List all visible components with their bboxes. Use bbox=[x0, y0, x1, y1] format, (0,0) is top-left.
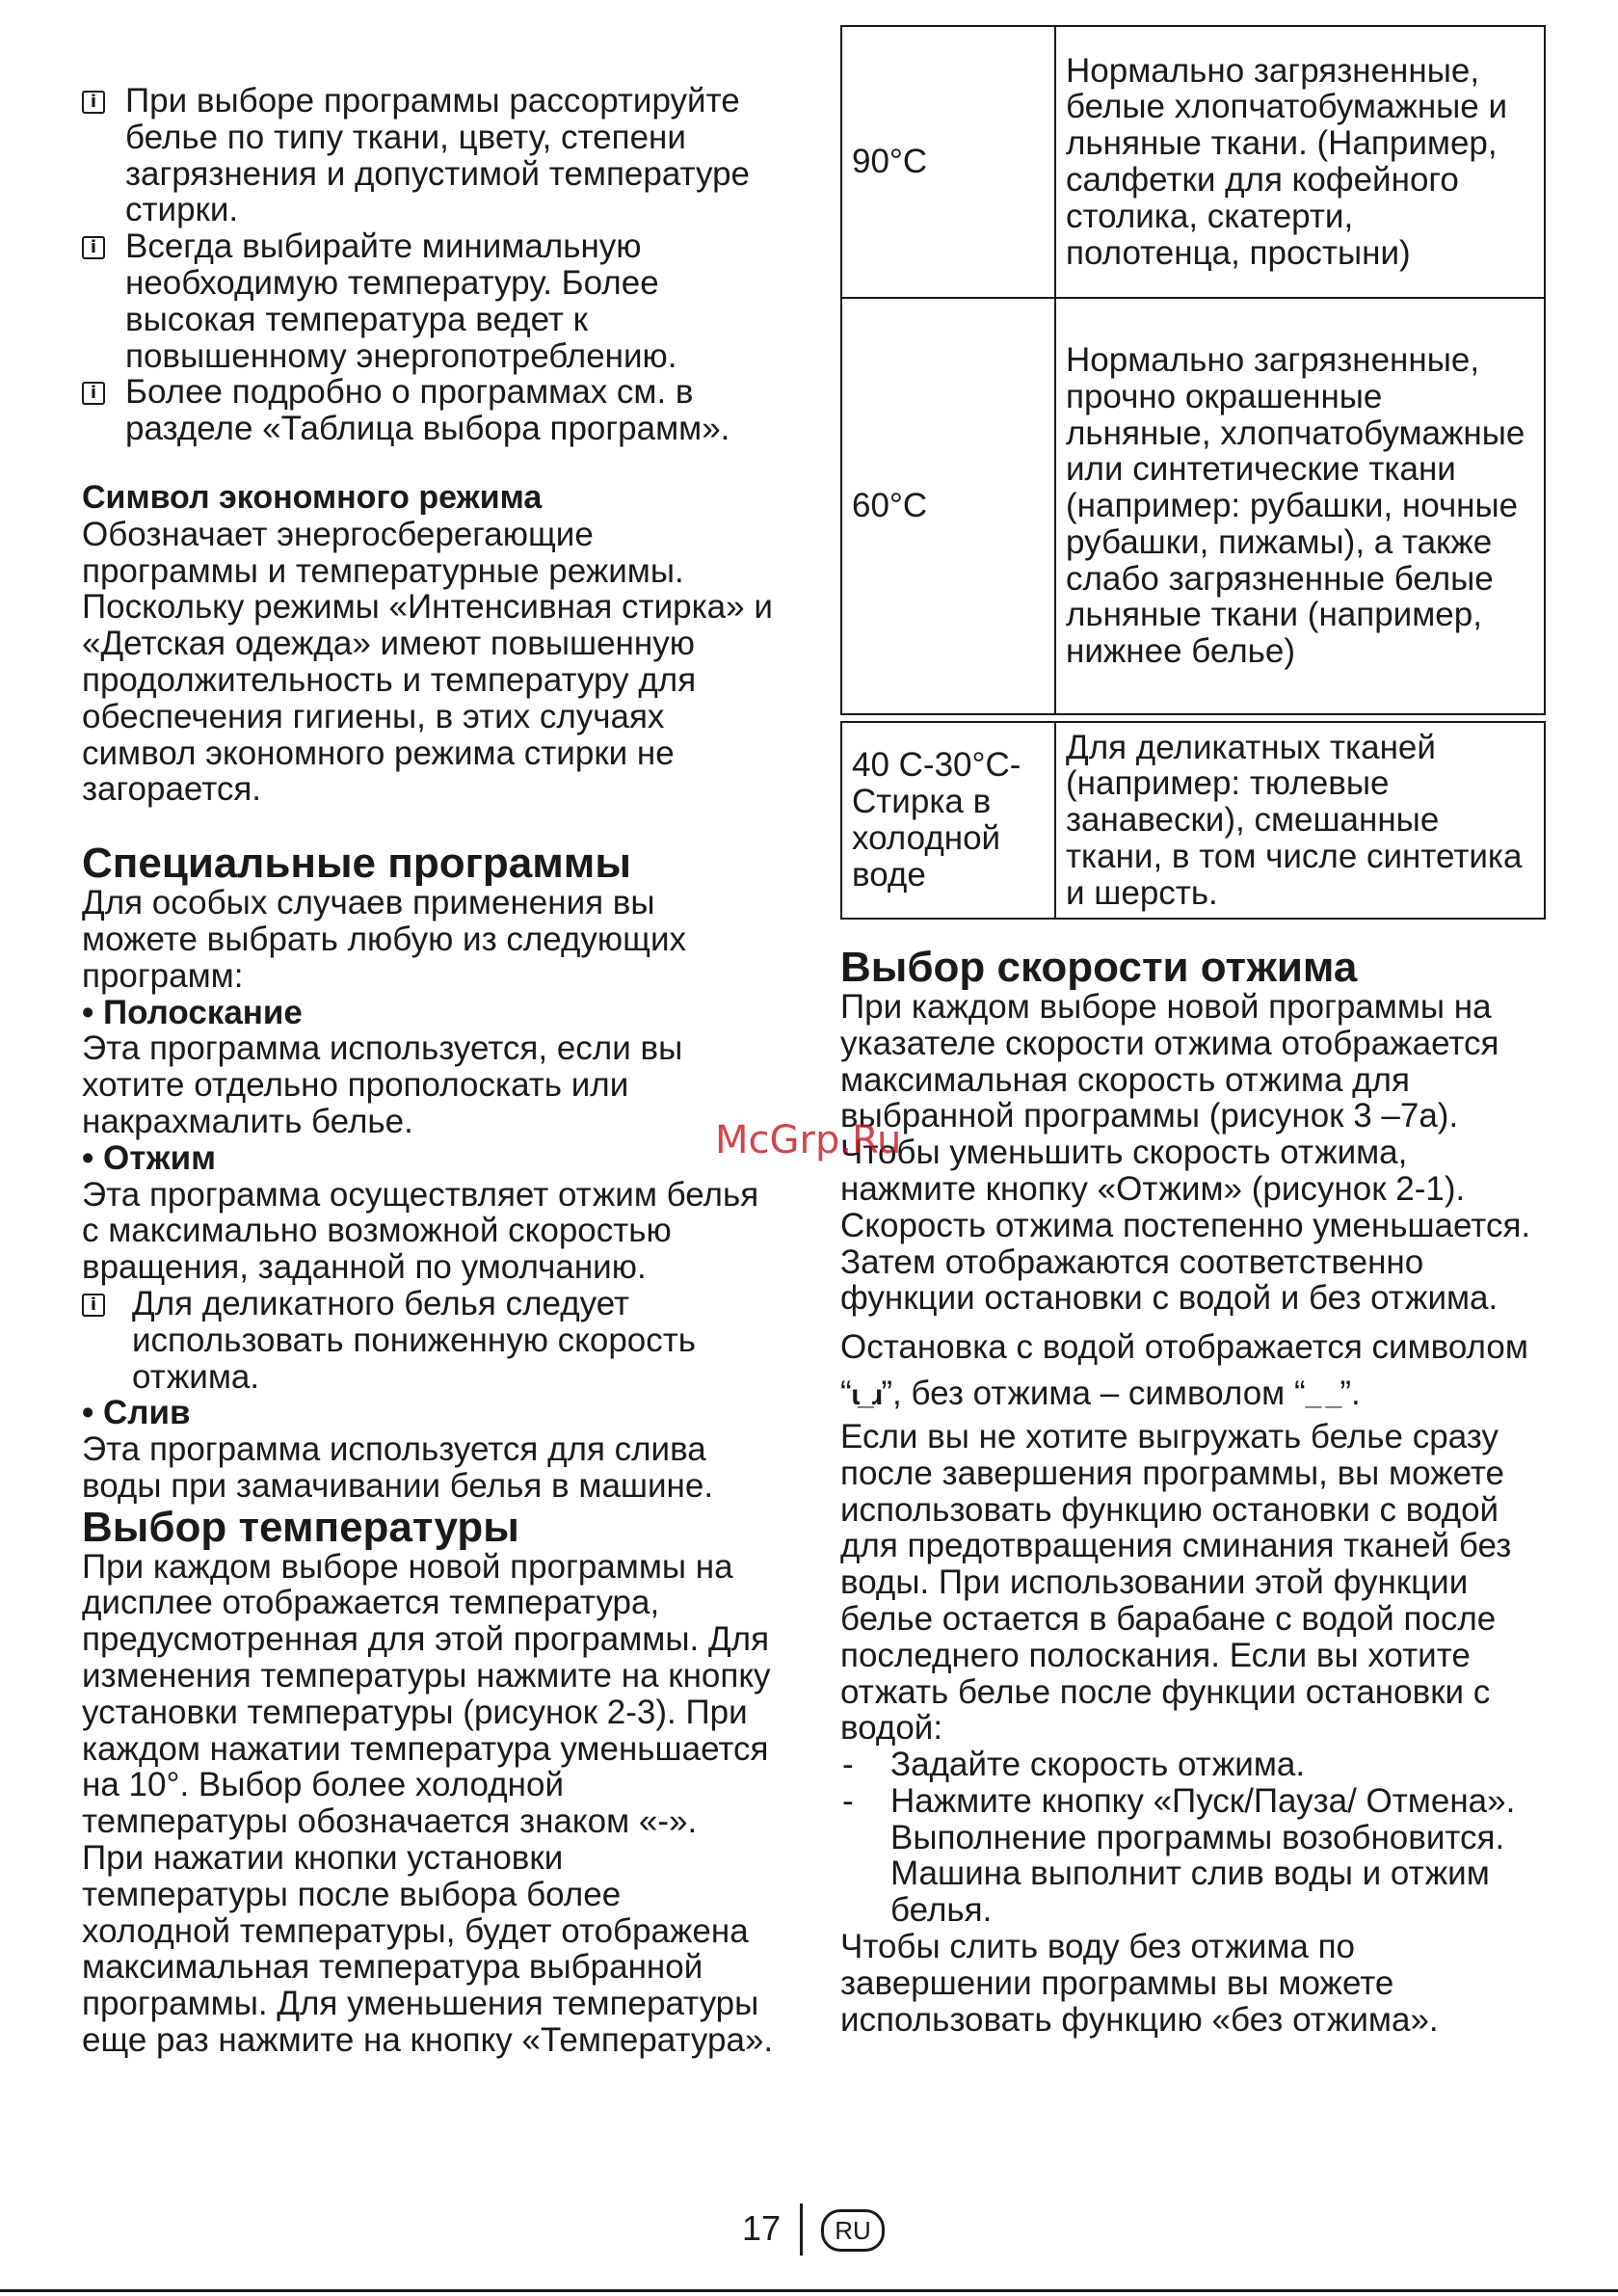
left-column bbox=[82, 83, 776, 2059]
spin-title: • Отжим bbox=[82, 1138, 216, 1177]
info-icon: i bbox=[82, 91, 105, 114]
no-spin-symbol: _ _ bbox=[1305, 1378, 1340, 1411]
footer-divider bbox=[800, 2203, 803, 2256]
table-cell-desc: Нормально загрязненные, прочно окрашенные льняные, хлопчатобумажные или синтетические ткани (например: рубашки, ночные рубашки, пижамы), а также слабо загрязненные белые льняные ткани (например, нижнее белье) bbox=[1055, 298, 1545, 714]
table-row bbox=[841, 26, 1545, 298]
rinse-title: • Полоскание bbox=[82, 993, 303, 1031]
drain-title: • Слив bbox=[82, 1394, 191, 1432]
info-note-2: i Всегда выбирайте минимальную необходимую температуру. Более высокая температура ведет к повышенному энергопотреблению. bbox=[82, 228, 776, 374]
info-icon: i bbox=[82, 236, 105, 259]
table-cell-desc: Для деликатных тканей (например: тюлевые занавески), смешанные ткани, в том числе синтетика и шерсть. bbox=[1055, 722, 1545, 919]
special-programs-heading: Специальные программы bbox=[82, 840, 631, 888]
drain-text: Эта программа используется для слива воды при замачивании белья в машине. bbox=[82, 1430, 714, 1505]
eco-text: Обозначает энергосберегающие программы и температурные режимы. Поскольку режимы «Интенсивная стирка» и «Детская одежда» имеют повышенную продолжительность и температуру для обеспечения гигиены, в этих случаях символ экономного режима стирки не загорается. bbox=[82, 515, 773, 809]
right-column bbox=[840, 944, 1546, 2039]
special-intro: Для особых случаев применения вы можете выбрать любую из следующих программ: bbox=[82, 884, 687, 995]
watermark: McGrp.Ru bbox=[715, 1118, 902, 1162]
language-badge: RU bbox=[821, 2209, 885, 2252]
spin-paragraph-3: Остановка с водой отображается символом “ɩ_ɹ”, без отжима – символом “_ _”. bbox=[840, 1324, 1546, 1419]
table-cell-temp: 40 C-30°C-Стирка в холодной воде bbox=[841, 722, 1055, 919]
spin-speed-heading: Выбор скорости отжима bbox=[840, 944, 1358, 991]
spin-paragraph-1: При каждом выборе новой программы на указателе скорости отжима отображается максимальная скорость отжима для выбранной программы (рисунок 3 –7а). bbox=[840, 988, 1499, 1135]
stop-with-water-symbol: ɩ_ɹ bbox=[851, 1378, 882, 1411]
temperature-heading: Выбор температуры bbox=[82, 1503, 519, 1551]
list-item: - Задайте скорость отжима. bbox=[842, 1746, 1306, 1784]
temperature-table-1 bbox=[840, 25, 1546, 715]
info-note-spin: i Для деликатного белья следует использовать пониженную скорость отжима. bbox=[82, 1286, 776, 1395]
table-cell-desc: Нормально загрязненные, белые хлопчатобумажные и льняные ткани. (Например, салфетки для кофейного столика, скатерти, полотенца, простыни) bbox=[1055, 26, 1545, 298]
table-row bbox=[841, 298, 1545, 714]
spin-paragraph-2: Чтобы уменьшить скорость отжима, нажмите кнопку «Отжим» (рисунок 2-1). Скорость отжима постепенно уменьшается. Затем отображаются соответственно функции остановки с водой и без отжима. bbox=[840, 1134, 1531, 1318]
eco-heading: Символ экономного режима bbox=[82, 478, 543, 516]
rinse-text: Эта программа используется, если вы хотите отдельно прополоскать или накрахмалить белье. bbox=[82, 1029, 683, 1140]
spin-paragraph-4: Если вы не хотите выгружать белье сразу после завершения программы, вы можете использовать функцию остановки с водой для предотвращения сминания тканей без воды. При использовании этой функции белье остается в барабане с водой после последнего полоскания. Если вы хотите отжать белье после функции остановки с водой: bbox=[840, 1417, 1512, 1748]
info-note-1: i При выборе программы рассортируйте белье по типу ткани, цвету, степени загрязнения и допустимой температуре стирки. bbox=[82, 83, 776, 228]
spin-text: Эта программа осуществляет отжим белья с максимально возможной скоростью вращения, заданной по умолчанию. bbox=[82, 1175, 759, 1287]
bottom-rule bbox=[0, 2289, 1618, 2292]
temperature-text-2: При нажатии кнопки установки температуры после выбора более холодной температуры, будет отображена максимальная температура выбранной программы. Для уменьшения температуры еще раз нажмите на кнопку «Температура». bbox=[82, 1839, 774, 2060]
info-icon: i bbox=[82, 382, 105, 405]
table-row bbox=[841, 722, 1545, 919]
list-item: - Нажмите кнопку «Пуск/Пауза/ Отмена». Выполнение программы возобновится. Машина выполнит слив воды и отжим белья. bbox=[842, 1781, 1516, 1930]
info-note-3: i Более подробно о программах см. в разделе «Таблица выбора программ». bbox=[82, 374, 776, 447]
info-icon: i bbox=[82, 1294, 105, 1317]
temperature-text-1: При каждом выборе новой программы на дисплее отображается температура, предусмотренная для этой программы. Для изменения температуры нажмите на кнопку установки температуры (рисунок 2-3). При каждом нажатии температура уменьшается на 10°. Выбор более холодной температуры обозначается знаком «-». bbox=[82, 1547, 771, 1841]
page-number: 17 bbox=[742, 2208, 782, 2248]
table-cell-temp: 60°C bbox=[841, 298, 1055, 714]
spin-paragraph-5: Чтобы слить воду без отжима по завершении программы вы можете использовать функцию «без отжима». bbox=[840, 1928, 1439, 2039]
temperature-table-2 bbox=[840, 721, 1546, 920]
table-cell-temp: 90°C bbox=[841, 26, 1055, 298]
